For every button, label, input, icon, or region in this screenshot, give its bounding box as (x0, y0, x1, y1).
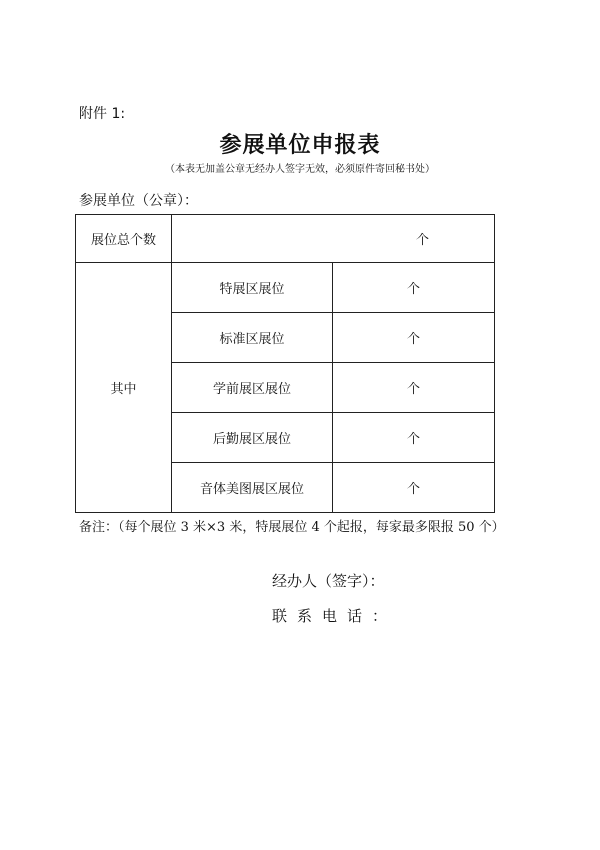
table-row (76, 263, 495, 313)
total-booths-label: 展位总个数 (76, 215, 172, 263)
booth-type-label: 音体美图展区展位 (172, 463, 333, 513)
table-row-total (76, 215, 495, 263)
page-title: 参展单位申报表 (219, 132, 381, 158)
group-label: 其中 (76, 263, 172, 513)
contact-phone-colon: ： (372, 607, 388, 625)
attachment-label: 附件 1: (79, 106, 126, 122)
booth-type-label: 学前展区展位 (172, 363, 333, 413)
application-table (75, 214, 495, 513)
booth-count-unit: 个 (333, 463, 495, 513)
applicant-unit-label: 参展单位（公章）： (79, 193, 198, 209)
booth-type-label: 特展区展位 (172, 263, 333, 313)
page-subtitle: （本表无加盖公章无经办人签字无效，必须原件寄回秘书处） (165, 164, 435, 175)
contact-phone-label (272, 605, 387, 626)
booth-type-label: 标准区展位 (172, 313, 333, 363)
handler-signature-label: 经办人（签字）： (272, 572, 385, 590)
contact-phone-text: 联系电话 (272, 607, 373, 625)
booth-count-unit: 个 (333, 313, 495, 363)
booth-type-label: 后勤展区展位 (172, 413, 333, 463)
booth-count-unit: 个 (333, 263, 495, 313)
total-booths-unit: 个 (172, 215, 495, 263)
booth-count-unit: 个 (333, 363, 495, 413)
booth-count-unit: 个 (333, 413, 495, 463)
remark-text: 备注：（每个展位 3 米×3 米，特展展位 4 个起报，每家最多限报 50 个） (79, 520, 505, 535)
